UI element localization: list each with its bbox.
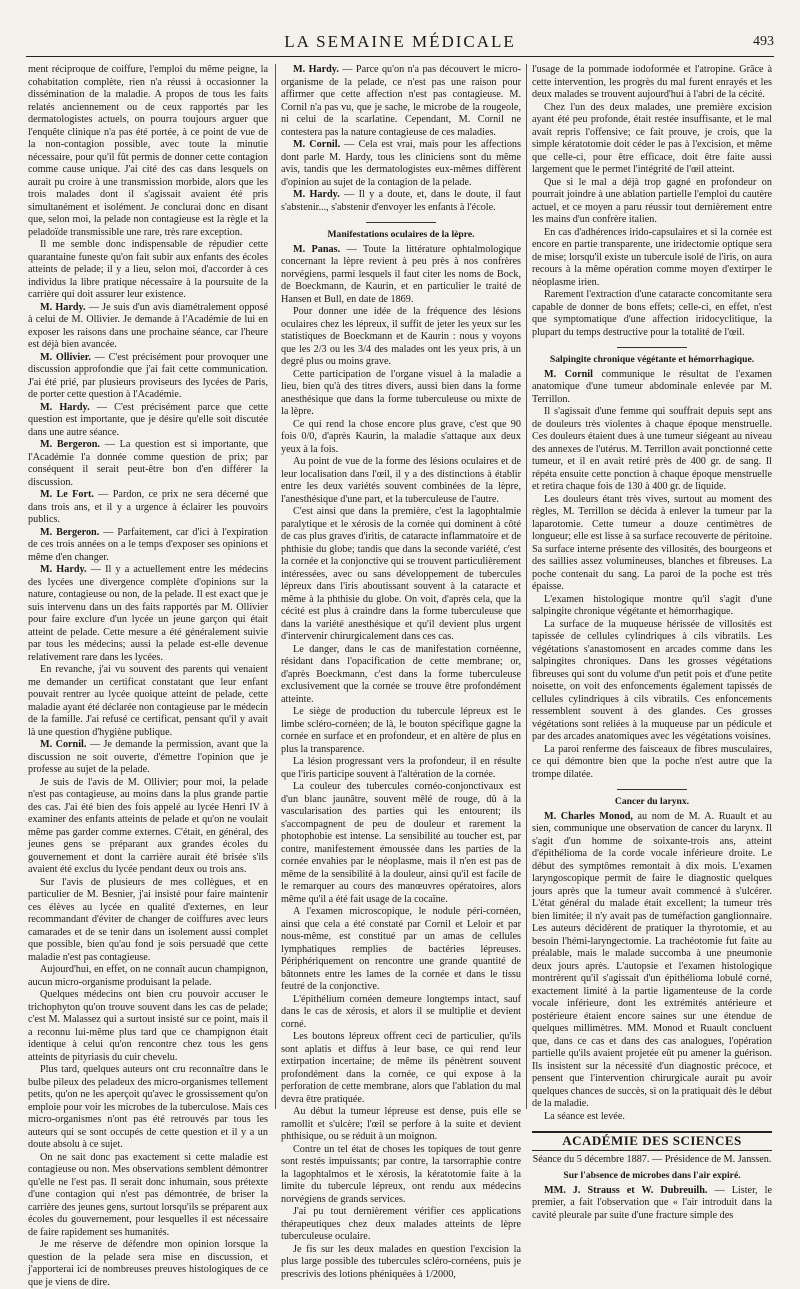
paragraph: Ce qui rend la chose encore plus grave, c'est que 90 fois 0/0, d'après Kaurin, la maladie s'attaque aux deux yeux à la fois. [281, 418, 521, 455]
speaker-paragraph [281, 244, 521, 307]
speech-text: — Parfaitement, car d'ici à l'expiration de ces trois années on a le temps d'exposer ses opinions et même d'en changer. [28, 526, 268, 563]
paragraph: L'épithélium cornéen demeure longtemps intact, sauf dans le cas de xérosis, et alors il se multiplie et devient corné. [281, 993, 521, 1030]
session-line: Séance du 5 décembre 1887. — Présidence de M. Janssen. [532, 1153, 772, 1165]
speaker-name: M. Hardy. [293, 64, 339, 75]
page-number: 493 [753, 34, 774, 49]
paragraph: La surface de la muqueuse hérissée de villosités est tapissée de cellules cylindriques à cils vibratils. Les végétations s'anastomosent en arcades comme dans les salpingites chroniques. Dans les grosses végétations fibreuses qui sont du volume d'un petit pois et d'une petite noisette, on voit des enfoncements également tapissés de cellules cylindriques à cils vibratils. Ces enfoncements ressemblent souvent à des glandes. Ces grosses végétations sont reliées à la muqueuse par un pédicule et par des arcades anatomiques avec les végétations voisines. [532, 618, 772, 742]
paragraph: En cas d'adhérences irido-capsulaires et si la cornée est encore en partie transparente, une iridectomie optique sera de mise; lorsqu'il existe un tubercule isolé de l'iris, on aura recours à la même opération comme moyen d'extirper le néoplasme irien. [532, 226, 772, 288]
paragraph: Plus tard, quelques auteurs ont cru reconnaître dans le bulbe pileux des peladeux des micro-organismes tellement petits, qu'on ne les aperçoit qu'avec le grossissement qu'on emploie pour voir les microbes de la tuberculose. Mais ces micro-organismes n'ont pas été retrouvés par tous les auteurs qui se sont occupés de cette question et il y a un doute absolu à ce sujet. [28, 1064, 268, 1150]
speaker-paragraph [281, 139, 521, 189]
paragraph: La couleur des tubercules cornéo-conjonctivaux est d'un blanc jaunâtre, souvent mêlé de rouge, dû à la vascularisation des parties qui les entourent; ils s'accompagnent de peu de douleur et rarement la photophobie est intense. La sensibilité au toucher est, par contre, manifestement émoussée dans les parties de la cornée envahies par le néoplasme, mais il n'en est pas de même de la sensibilité à la douleur, ainsi qu'il est facile de le remarquer au cours des manœuvres opératoires, alors même qu'il a été fait usage de la cocaïne. [281, 781, 521, 905]
paragraph: Le siège de production du tubercule lépreux est le limbe scléro-cornéen; de là, le bouton spécifique gagne la cornée en surface et en profondeur, et en altère de plus en plus la transparence. [281, 706, 521, 755]
column-3 [532, 64, 772, 1221]
paragraph: Quelques médecins ont bien cru pouvoir accuser le trichophyton qu'on trouve souvent dans les cas de pelade; c'est M. Malassez qui a surtout insisté sur ce point, mais il a reconnu lui-même plus tard que ce champignon était identique à celui qu'on rencontre chez tous les gens atteints de pityriasis du cuir chevelu. [28, 989, 268, 1063]
section-separator [617, 789, 687, 790]
speaker-name: M. Hardy. [40, 401, 90, 413]
speech-text: — Parce qu'on n'a pas découvert le micro-organisme de la pelade, ce n'est pas une raison pour affirmer que cette affection n'est pas contagieuse. M. Cornil n'a pas vu, que je sache, le microbe de la rougeole, ni celui de la scarlatine. Cependant, M. Cornil ne contestera pas la nature contagieuse de ces maladies. [281, 64, 521, 138]
speech-text: — Cela est vrai, mais pour les affections dont parle M. Hardy, tous les cliniciens sont du même avis, tandis que les dermatologistes eux-mêmes diffèrent d'opinion au sujet de la contagion de la pelade. [281, 139, 521, 188]
paragraph: Les boutons lépreux offrent ceci de particulier, qu'ils sont aplatis et diffus à leur base, ce qui rend leur extirpation incertaine; de même ils pénètrent souvent profondément dans la cornée, ce qui expose à la perforation de cette membrane, alors que l'ablation du mal devra être pratiquée. [281, 1031, 521, 1105]
speech-text: — Il y a doute, et, dans le doute, il faut s'abstenir..., s'abstenir d'envoyer les enfants à l'école. [281, 189, 521, 213]
column-divider [275, 64, 276, 1109]
speech-text: — Je suis d'un avis diamétralement opposé à celui de M. Ollivier. Je demande à l'Académie de lui en exposer les raisons dans une prochaine séance, car l'heure est déjà bien avancée. [28, 301, 268, 350]
speaker-name: M. Panas. [293, 243, 341, 255]
speaker-name: M. Le Fort. [40, 489, 94, 500]
speaker-paragraph [28, 402, 268, 440]
speech-text: — C'est précisément pour provoquer une discussion approfondie que j'ai fait cette communication. J'ai été prié, par plusieurs proviseurs des lycées de Paris, de porter cette question à l'Académie. [28, 351, 268, 400]
paragraph: Aujourd'hui, en effet, on ne connaît aucun champignon, aucun micro-organisme produisant la pelade. [28, 964, 268, 988]
paragraph: A l'examen microscopique, le nodule péri-cornéen, ainsi que cela a été constaté par Cornil et Leloir et par nous-même, est constitué par un amas de cellules lymphatiques remplies de bactéries lépreuses. Périphériquement on rencontre une grande quantité de bâtonnets entre les lames de la cornée et dans le tissu feutré de la conjonctive. [281, 906, 521, 992]
speech-text: — C'est précisément parce que cette question est importante, que je désire qu'elle soit discutée dans une autre séance. [28, 401, 268, 438]
paragraph: En revanche, j'ai vu souvent des parents qui venaient me demander un certificat constatant que leur enfant pouvait rentrer au lycée quoique atteint de pelade, cette maladie ayant été déclarée non contagieuse par le médecin de la famille. J'ai refusé ce certificat, pensant qu'il y avait là une question d'hygiène publique. [28, 664, 268, 738]
page-header [26, 30, 774, 57]
speaker-name: M. Bergeron. [40, 439, 100, 450]
paragraph: Je fis sur les deux malades en question l'excision la plus large possible des tubercules scléro-cornéens, puis je prescrivis des lotions phéniquées à 1/2000, [281, 1243, 521, 1280]
paragraph: La paroi renferme des faisceaux de fibres musculaires, ce qui démontre bien que la poche n'est autre que la trompe dilatée. [532, 743, 772, 780]
paragraph: Rarement l'extraction d'une cataracte concomitante sera capable de donner de bons effets; celle-ci, en effet, n'est que symptomatique d'une affection iridocyclitique, la plupart du temps destructive pour la totalité de l'œil. [532, 289, 772, 338]
speaker-paragraph [28, 439, 268, 489]
paragraph: J'ai pu tout dernièrement vérifier ces applications thérapeutiques chez deux malades atteints de lèpre tuberculeuse oculaire. [281, 1206, 521, 1242]
column-1 [28, 64, 268, 1288]
speaker-name: M. Hardy. [40, 301, 86, 313]
speaker-name: M. Hardy. [293, 189, 340, 200]
paragraph: Chez l'un des deux malades, une première excision ayant été peu profonde, était restée insuffisante, et le mal avait repris l'offensive; ce fait prouve, je crois, que la simple kératotomie doit céder le pas à l'excision, et même que celle-ci, pour être efficace, doit être faite aussi largement que le permet l'intégrité de l'œil atteint. [532, 101, 772, 175]
speaker-paragraph [281, 189, 521, 214]
speaker-name: M. Cornil. [40, 739, 87, 750]
paragraph: Les douleurs étant très vives, surtout au moment des règles, M. Terrillon se décida à enlever la tumeur par la laparotomie. Cette tumeur a douze centimètres de longueur; elle est lisse à sa surface recouverte de péritoine. Sa surface interne présente des villosités, des bourgeons et des saillies assez volumineuses, blanches et fibreuses. La poche contenait du sang. La paroi de la poche est très épaisse. [532, 493, 772, 592]
paragraph: Je suis de l'avis de M. Ollivier; pour moi, la pelade n'est pas contagieuse, au moins dans la plus grande partie des cas. J'ai été bien des fois appelé au lycée Henri IV à examiner des enfants atteints de pelade et qu'on ne voulait même pas garder comme externes. C'était, en général, des jeunes gens se préparant aux grandes écoles du gouvernement et dont la carrière aurait été brisée s'ils avaient été exclus du lycée pendant deux ou trois ans. [28, 776, 268, 875]
paragraph: On ne sait donc pas exactement si cette maladie est contagieuse ou non. Mes observations semblent démontrer qu'elle ne l'est pas. Il serait donc inhumain, sous prétexte d'une contagion qui n'est pas démontrée, de briser la carrière des jeunes gens, surtout lorsqu'ils se préparent aux écoles du gouvernement, pour lesquelles il est nécessaire de faire rapidement ses humanités. [28, 1151, 268, 1238]
paragraph: La lésion progressant vers la profondeur, il en résulte que l'iris participe souvent à l'altération de la cornée. [281, 756, 521, 780]
paragraph: Je me réserve de défendre mon opinion lorsque la question de la pelade sera mise en discussion, et j'apporterai ici de nombreuses preuves histologiques de ce que je viens de dire. [28, 1239, 268, 1288]
paragraph: C'est ainsi que dans la première, c'est la lagophtalmie paralytique et le xérosis de la cornée qui dominent à côté de cas plus graves d'iritis, de cataracte inflammatoire et de phthisie du globe; tandis que dans la seconde variété, c'est la cornée et la conjonctive qui se trouvent particulièrement intéressées, avec ou sans développement de tubercules lépreux dans l'iris aboutissant souvent à la cataracte et même à la phthisie du globe. On voit, d'après cela, que la cécité est plus à craindre dans la forme tuberculeuse que dans la variété anesthésique et qu'il devient plus urgent d'intervenir chirurgicalement dans ces cas. [281, 506, 521, 642]
journal-title: LA SEMAINE MÉDICALE [284, 32, 516, 51]
section-heading: Cancer du larynx. [614, 796, 690, 807]
speech-text: — Je demande la permission, avant que la discussion ne soit ouverte, d'émettre l'opinion que je professe au sujet de la pelade. [28, 739, 268, 775]
speaker-paragraph [28, 527, 268, 565]
academy-heading: ACADÉMIE DES SCIENCES [532, 1131, 772, 1151]
section-heading: Salpingite chronique végétante et hémorrhagique. [549, 354, 755, 365]
speech-text: au nom de M. A. Ruault et au sien, communique une observation de cancer du larynx. Il s'agit d'un homme de soixante-trois ans, atteint d'épithélioma de la corde vocale inférieure droite. Le début des symptômes remontait à dix mois. L'examen laryngoscopique permit de faire le diagnostic quelques jours après que la tumeur avait commencé à s'ulcérer. L'état général du malade était excellent; la tumeur très bien limitée; il n'y avait pas de tuméfaction ganglionnaire. Les auteurs décidèrent de pratiquer la thyrotomie, et au besoin l'hémi-laryngectomie. La trachéotomie fut faite au préalable, mais le malade succomba à une pneumonie deux jours après. L'autopsie et l'examen histologique montrèrent qu'il s'agissait d'un épithélioma lobulé corné, exactement limité à la partie ligamenteuse de la corde vocale inférieure, dont les extrémités antérieure et postérieure étaient encore saines sur une étendue de quelques millimètres. MM. Monod et Ruault concluent que, dans ce cas et dans des cas analogues, l'opération partielle qu'ils avaient projetée eût pu amener la guérison. Ils insistent sur la nécessité d'un diagnostic précoce, et pensent que l'intervention chirurgicale aurait pu avoir quelques chances de succès, si on la pratiquait dès le début de la maladie. [532, 810, 772, 1109]
paragraph: Pour donner une idée de la fréquence des lésions oculaires chez les lépreux, il suffit de jeter les yeux sur les statistiques de Boeckmann et de Kaurin : nous y voyons que les 2/3 ou les 3/4 des malades ont les yeux pris, à un degré plus ou moins grave. [281, 306, 521, 367]
paragraph: ment réciproque de coiffure, l'emploi du même peigne, la cohabitation complète, rien n'a réussi à occasionner la dissémination de la maladie. A propos de tous les faits relatés anciennement ou de ceux rapportés par les dermatologistes actuels, on pourra toujours arguer que l'enquête clinique n'a pas été portée, à ce point de vue de la non-contagion possible, avec toute la minutie nécessaire, pour qu'il fût permis de donner cette contagion comme cause unique. J'ai cité des cas dans lesquels on aurait pu croire à une transmission morbide, alors que les trois malades dont il s'agissait avaient été pris simultanément et isolément. Je conclurai donc en disant que, selon moi, la pelade non contagieuse est la règle et la peladoïde transmissible une rare, très rare exception. [28, 64, 268, 238]
paragraph: Au point de vue de la forme des lésions oculaires et de leur localisation dans l'œil, il y a des distinctions à établir entre les deux variétés souvent combinées de la lèpre, l'anesthésique d'une part, et la tuberculeuse de l'autre. [281, 456, 521, 505]
paragraph: Au début la tumeur lépreuse est dense, puis elle se ramollit et s'ulcère; l'œil se perfore à la suite et devient phthisique, ou se réduit à un moignon. [281, 1106, 521, 1142]
speaker-name: MM. J. Strauss et W. Dubreuilh. [544, 1184, 708, 1196]
speech-text: — Il y a actuellement entre les médecins des lycées une divergence complète d'opinions sur la nature, contagieuse ou non, de la pelade. Il est exact que je suis intervenu dans un des faits rapportés par M. Ollivier pour faire exclure d'un lycée un jeune garçon qui était atteint de pelade. Cette mesure a été généralement suivie par tous les médecins; aussi la pelade est-elle devenue relativement rare dans les lycées. [28, 564, 268, 663]
paragraph: Le danger, dans le cas de manifestation cornéenne, résidant dans l'opacification de cette membrane; or, d'après Boeckmann, c'est dans la forme tuberculeuse exclusivement que la cornée se trouve être profondément atteinte. [281, 643, 521, 705]
speaker-paragraph [281, 64, 521, 139]
speaker-name: M. Cornil. [293, 139, 341, 150]
paragraph: Contre un tel état de choses les topiques de tout genre sont restés impuissants; par contre, la tarsorraphie contre la lagophtalmos et le xérosis, la kératotomie faite à la limite du tubercule lépreux, ont rendu aux médecins norvégiens de grands services. [281, 1143, 521, 1205]
section-separator [366, 222, 436, 223]
paragraph: Il s'agissait d'une femme qui souffrait depuis sept ans de douleurs très violentes à chaque époque menstruelle. Ces douleurs étaient dues à une tumeur siégeant au niveau des annexes de l'utérus. M. Terrillon avait ponctionné cette tumeur, et il en avait retiré près de 400 gr. de sang. Il répéta ensuite cette ponction à chaque époque menstruelle et retira chaque fois de 130 à 400 gr. de liquide. [532, 406, 772, 492]
paragraph: L'examen histologique montre qu'il s'agit d'une salpingite chronique végétante et hémorrhagique. [532, 593, 772, 617]
speech-text: — Lister, le premier, a fait l'observation que « l'air introduit dans la cavité pleurale par suite d'une fracture simple des [532, 1184, 772, 1221]
speaker-paragraph [532, 811, 772, 1111]
speaker-paragraph [28, 564, 268, 664]
speaker-paragraph [532, 1185, 772, 1223]
speaker-name: M. Bergeron. [40, 526, 100, 538]
section-separator [617, 347, 687, 348]
paragraph: Cette participation de l'organe visuel à la maladie a lieu, bien qu'à des titres divers, aussi bien dans la forme anesthésique que dans la forme tuberculeuse ou mixte de la lèpre. [281, 368, 521, 417]
speaker-name: M. Cornil [544, 368, 593, 380]
speech-text: communique le résultat de l'examen anatomique d'une tumeur abdominale enlevée par M. Terrillon. [532, 368, 772, 405]
speaker-name: M. Ollivier. [40, 351, 91, 363]
column-divider [526, 64, 527, 1109]
speaker-name: M. Hardy. [40, 564, 87, 575]
section-heading: Sur l'absence de microbes dans l'air expiré. [563, 1170, 741, 1181]
column-2 [281, 64, 522, 1280]
speech-text: — La question est si importante, que l'Académie l'a donnée comme question de prix; par conséquent il serait peut-être bon d'en différer la discussion. [28, 439, 268, 488]
speaker-paragraph [532, 369, 772, 407]
speaker-paragraph [28, 739, 268, 777]
speech-text: — Pardon, ce prix ne sera décerné que dans trois ans, et il y a urgence à éclairer les pouvoirs publics. [28, 489, 268, 525]
paragraph: La séance est levée. [544, 1110, 625, 1122]
speaker-paragraph [28, 352, 268, 402]
paragraph: l'usage de la pommade iodoformée et l'atropine. Grâce à cette intervention, les progrès du mal furent enrayés et les deux malades se trouvent aujourd'hui à l'abri de la cécité. [532, 64, 772, 100]
paragraph: Il me semble donc indispensable de répudier cette quarantaine funeste qu'on fait subir aux enfants des écoles atteints de pelade; il y a lieu, selon moi, d'accorder à ces individus la libre pratique nécessaire à la poursuite de la carrière qui doit assurer leur existence. [28, 239, 268, 300]
speaker-paragraph [28, 489, 268, 527]
paragraph: Sur l'avis de plusieurs de mes collègues, et en particulier de M. Besnier, j'ai insisté pour faire maintenir ces élèves au lycée en qualité d'externes, en leur recommandant d'éviter de changer de coiffures avec leurs camarades et de se tenir dans un isolement aussi complet que possible, bien qu'au fond je sois persuadé que cette maladie n'est pas contagieuse. [28, 876, 268, 963]
speaker-name: M. Charles Monod, [544, 810, 633, 822]
speech-text: — Toute la littérature ophtalmologique concernant la lèpre revient à peu près à nos confrères norvégiens, parmi lesquels il faut citer les noms de Bock, de Boeckmann, de Kaurin, et en particulier le traité de Hansen et Bull, en date de 1869. [281, 243, 522, 305]
section-heading: Manifestations oculaires de la lèpre. [327, 229, 475, 240]
paragraph: Que si le mal a déjà trop gagné en profondeur on pourrait joindre à une ablation partielle l'emploi du cautère actuel, et ce moyen a paru réussir tout dernièrement entre les mains d'un confrère italien. [532, 176, 772, 225]
speaker-paragraph [28, 302, 268, 352]
